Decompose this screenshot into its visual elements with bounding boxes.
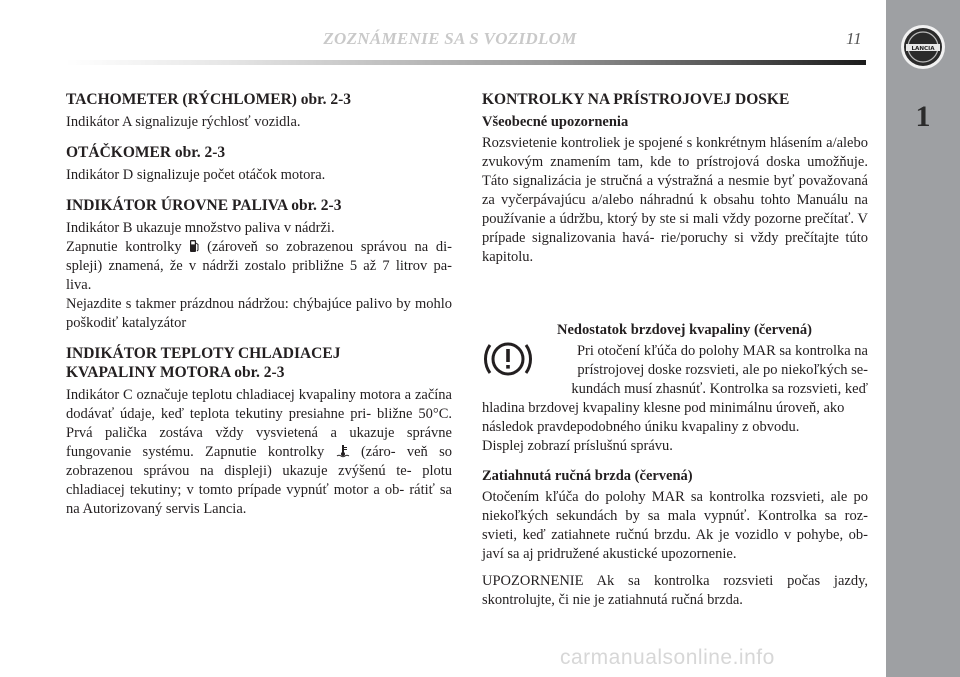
tachometer-text: Indikátor D signalizuje počet otáčok motora. [66,167,326,183]
general-notes-text: Rozsvietenie kontroliek je spojené s konkrétnym hlásením a/alebo zvukovým znamením tam, kde to prístrojová doska umožňuje. Táto signalizácia je stručná a výstražná a nesmie byť považovaná za vyčerpávajúcu a/alebo náhradnú k obsahu tohto Manuálu na používanie a údržbu, ktorý by ste si mali vždy pozorne prečítať. V prípade signalizovania havá- rie/poruchy si vždy prečítajte túto kapitolu. [482,135,868,265]
coolant-heading-line1: INDIKÁTOR TEPLOTY CHLADIACEJ [66,345,341,362]
fuel-gauge-line1: Indikátor B ukazuje množstvo paliva v nádrži. [66,220,335,236]
fuel-gauge-line3: Nejazdite s takmer prázdnou nádržou: chýbajúce palivo by mohlo poškodiť katalyzátor [66,296,452,331]
coolant-heading-line2: KVAPALINY MOTORA obr. 2-3 [66,364,285,381]
brake-fluid-text2: hladina brzdovej kvapaliny klesne pod minimálnu úroveň, ako následok pravdepodobného úniku kvapaliny z obvodu. [482,400,845,435]
coolant-temperature-icon [336,444,350,458]
chapter-side-tab [886,0,960,677]
chapter-number: 1 [915,100,931,133]
general-notes-heading: Všeobecné upozornenia [482,114,629,130]
handbrake-heading: Zatiahnutá ručná brzda (červená) [482,468,693,484]
fuel-warning-text: (zároveň so zobrazenou správou na di- spleji) znamená, že v nádrži zostalo približne 5 až 7 litrov pa- liva. [66,239,453,293]
warning-lights-heading: KONTROLKY NA PRÍSTROJOVEJ DOSKE [482,91,790,108]
coolant-text [66,386,452,519]
lancia-logo [900,24,946,70]
running-header-title: ZOZNÁMENIE SA S VOZIDLOM [323,29,577,48]
logo-text: LANCIA [911,46,935,52]
fuel-warning-prefix: Zapnutie kontrolky [66,239,182,255]
speedometer-heading: TACHOMETER (RÝCHLOMER) obr. 2-3 [66,91,352,108]
fuel-gauge-heading: INDIKÁTOR ÚROVNE PALIVA obr. 2-3 [66,197,342,214]
brake-warning-icon [482,333,534,385]
handbrake-text: Otočením kľúča do polohy MAR sa kontrolka rozsvieti, ale po niekoľkých sekundách by sa mala vypnúť. Kontrolka sa roz- svieti, keď zatiahnete ručnú brzdu. Ak je vozidlo v pohybe, ob- javí sa aj pridružené akustické upozornenie. [482,489,868,562]
brake-fluid-text1: Pri otočení kľúča do polohy MAR sa kontrolka na prístrojovej doske rozsvieti, ale po niekoľkých se- kundách musí zhasnúť. Kontrolka sa rozsvieti, keď [571,343,868,397]
fuel-gauge-line2 [66,238,452,295]
coolant-text-part2: (záro- veň so zobrazenou správou na displeji) ukazuje zvýšenú te- plotu chladiacej tekutiny; v tomto prípade vypnúť motor a ob- rátiť sa na Autorizovaný servis Lancia. [66,444,453,517]
brake-fluid-text3: Displej zobrazí príslušnú správu. [482,438,673,454]
coolant-text-part1: Indikátor C označuje teplotu chladiacej kvapaliny motora a začína dodávať údaje, keď teplota tekutiny presiahne pri- bližne 50°C. Prvá palička zostáva vždy vysvietená a ukazuje správne fungovanie systému. Zapnutie kontrolky [66,387,452,460]
brake-fluid-heading: Nedostatok brzdovej kvapaliny (červená) [557,322,812,338]
left-column [66,90,452,519]
header-rule [66,60,866,65]
right-column [482,90,868,610]
brake-fluid-section [482,321,868,456]
handbrake-warning: UPOZORNENIE Ak sa kontrolka rozsvieti počas jazdy, skontrolujte, či nie je zatiahnutá ručná brzda. [482,573,868,608]
page-number: 11 [846,29,862,48]
tachometer-heading: OTÁČKOMER obr. 2-3 [66,144,226,161]
watermark: carmanualsonline.info [560,646,775,669]
fuel-pump-icon [189,239,199,253]
speedometer-text: Indikátor A signalizuje rýchlosť vozidla. [66,114,301,130]
